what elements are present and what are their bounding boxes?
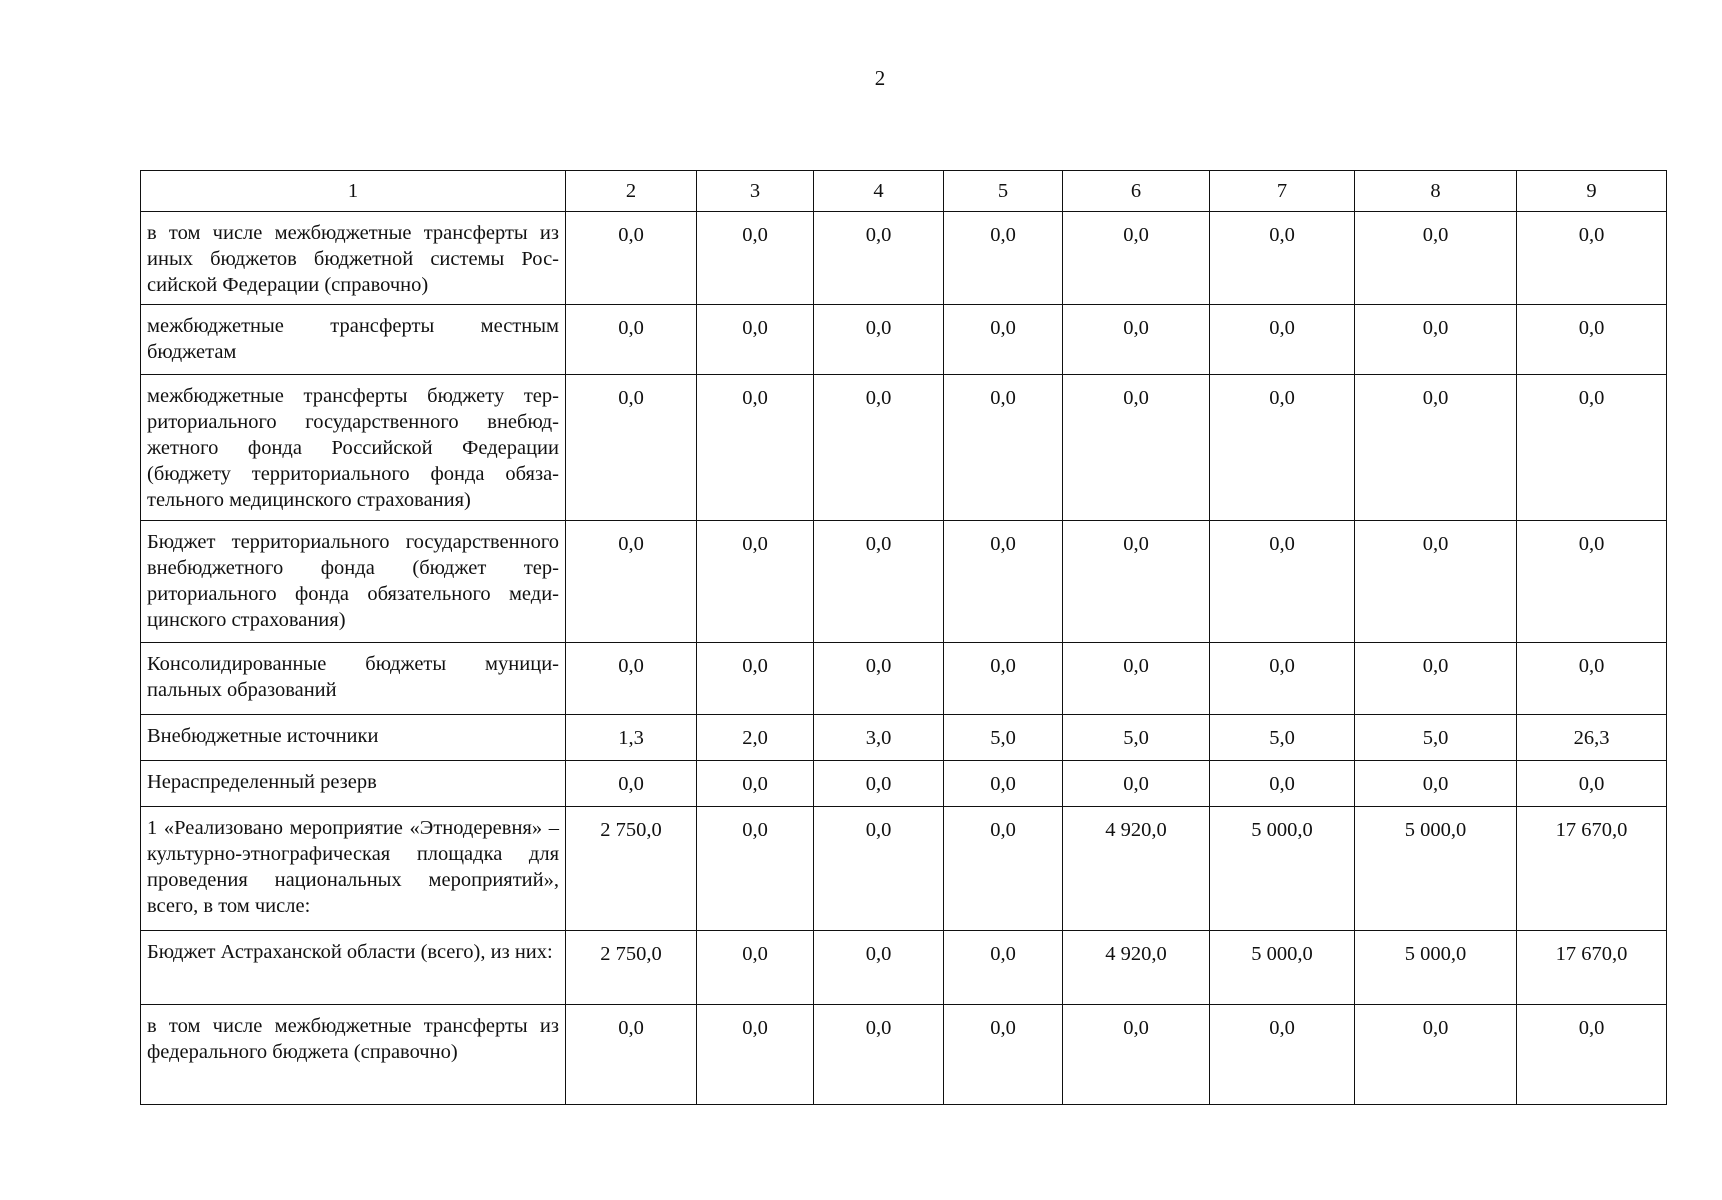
table-row [141,305,1667,375]
value-cell: 0,0 [944,761,1063,807]
column-header: 8 [1355,171,1517,212]
column-header: 9 [1517,171,1667,212]
page-number: 2 [874,66,886,90]
table-header [141,171,1667,212]
value-cell: 0,0 [1517,761,1667,807]
row-label: 1 «Реализовано мероприятие «Этнодеревня» – культурно-этнографическая площадка для проведения национальных мероприятий», всего, в том числе: [141,807,566,931]
value-cell: 0,0 [944,807,1063,931]
value-cell: 0,0 [697,375,814,521]
row-label: межбюджетные трансферты бюджету территориального государственного внебюджетного фонда Российской Федерации (бюджету территориального фонда обязательного медицинского страхования) [141,375,566,521]
budget-table [140,170,1667,1105]
value-cell: 0,0 [566,521,697,643]
value-cell: 0,0 [1517,212,1667,305]
value-cell: 0,0 [1063,1005,1210,1105]
value-cell: 0,0 [566,1005,697,1105]
value-cell: 0,0 [1517,643,1667,715]
value-cell: 0,0 [566,643,697,715]
row-label: Внебюджетные источники [141,715,566,761]
value-cell: 0,0 [814,305,944,375]
header-row [141,171,1667,212]
value-cell: 0,0 [1063,305,1210,375]
value-cell: 17 670,0 [1517,931,1667,1005]
row-label: Нераспределенный резерв [141,761,566,807]
value-cell: 0,0 [1063,212,1210,305]
value-cell: 4 920,0 [1063,931,1210,1005]
value-cell: 0,0 [944,931,1063,1005]
value-cell: 0,0 [1517,1005,1667,1105]
value-cell: 0,0 [566,212,697,305]
value-cell: 5 000,0 [1355,931,1517,1005]
row-label: Консолидированные бюджеты муниципальных образований [141,643,566,715]
value-cell: 0,0 [1355,375,1517,521]
value-cell: 0,0 [814,212,944,305]
column-header: 3 [697,171,814,212]
value-cell: 0,0 [1517,375,1667,521]
value-cell: 0,0 [1063,375,1210,521]
value-cell: 5,0 [1355,715,1517,761]
value-cell: 0,0 [1210,521,1355,643]
value-cell: 0,0 [1063,761,1210,807]
value-cell: 0,0 [697,761,814,807]
value-cell: 0,0 [944,305,1063,375]
row-label: в том числе межбюджетные трансферты из иных бюджетов бюджетной системы Российской Федерации (справочно) [141,212,566,305]
value-cell: 0,0 [814,807,944,931]
value-cell: 0,0 [697,807,814,931]
value-cell: 0,0 [1210,375,1355,521]
table-row [141,1005,1667,1105]
value-cell: 0,0 [697,305,814,375]
value-cell: 0,0 [814,1005,944,1105]
value-cell: 0,0 [1355,761,1517,807]
value-cell: 5 000,0 [1210,931,1355,1005]
value-cell: 0,0 [1210,1005,1355,1105]
value-cell: 0,0 [1517,521,1667,643]
table-row [141,931,1667,1005]
value-cell: 0,0 [814,375,944,521]
value-cell: 26,3 [1517,715,1667,761]
value-cell: 0,0 [697,212,814,305]
value-cell: 0,0 [1063,521,1210,643]
value-cell: 0,0 [944,643,1063,715]
value-cell: 0,0 [1210,643,1355,715]
value-cell: 0,0 [1517,305,1667,375]
table-row [141,521,1667,643]
value-cell: 2,0 [697,715,814,761]
row-label: в том числе межбюджетные трансферты из федерального бюджета (справочно) [141,1005,566,1105]
value-cell: 0,0 [1210,212,1355,305]
value-cell: 4 920,0 [1063,807,1210,931]
column-header: 2 [566,171,697,212]
value-cell: 0,0 [814,761,944,807]
value-cell: 0,0 [944,375,1063,521]
value-cell: 0,0 [697,643,814,715]
value-cell: 0,0 [1355,212,1517,305]
value-cell: 0,0 [944,521,1063,643]
table-body [141,212,1667,1105]
value-cell: 2 750,0 [566,931,697,1005]
value-cell: 1,3 [566,715,697,761]
table-row [141,375,1667,521]
value-cell: 0,0 [1210,305,1355,375]
value-cell: 17 670,0 [1517,807,1667,931]
value-cell: 0,0 [1063,643,1210,715]
value-cell: 0,0 [1355,521,1517,643]
value-cell: 5,0 [944,715,1063,761]
value-cell: 0,0 [1355,305,1517,375]
value-cell: 0,0 [814,643,944,715]
value-cell: 0,0 [697,931,814,1005]
value-cell: 0,0 [566,761,697,807]
column-header: 7 [1210,171,1355,212]
value-cell: 5,0 [1063,715,1210,761]
row-label: Бюджет территориального государственного внебюджетного фонда (бюджет территориального фонда обязательного медицинского страхования) [141,521,566,643]
value-cell: 0,0 [944,1005,1063,1105]
table-row [141,212,1667,305]
value-cell: 2 750,0 [566,807,697,931]
table-row [141,715,1667,761]
value-cell: 0,0 [814,521,944,643]
row-label: межбюджетные трансферты местным бюджетам [141,305,566,375]
value-cell: 0,0 [1210,761,1355,807]
column-header: 1 [141,171,566,212]
row-label: Бюджет Астраханской области (всего), из них: [141,931,566,1005]
value-cell: 5 000,0 [1355,807,1517,931]
value-cell: 0,0 [566,375,697,521]
value-cell: 0,0 [566,305,697,375]
table-row [141,643,1667,715]
value-cell: 0,0 [1355,643,1517,715]
column-header: 5 [944,171,1063,212]
table-row [141,761,1667,807]
table-row [141,807,1667,931]
value-cell: 0,0 [1355,1005,1517,1105]
value-cell: 5 000,0 [1210,807,1355,931]
column-header: 6 [1063,171,1210,212]
value-cell: 3,0 [814,715,944,761]
value-cell: 0,0 [697,521,814,643]
value-cell: 0,0 [944,212,1063,305]
column-header: 4 [814,171,944,212]
value-cell: 5,0 [1210,715,1355,761]
value-cell: 0,0 [697,1005,814,1105]
value-cell: 0,0 [814,931,944,1005]
